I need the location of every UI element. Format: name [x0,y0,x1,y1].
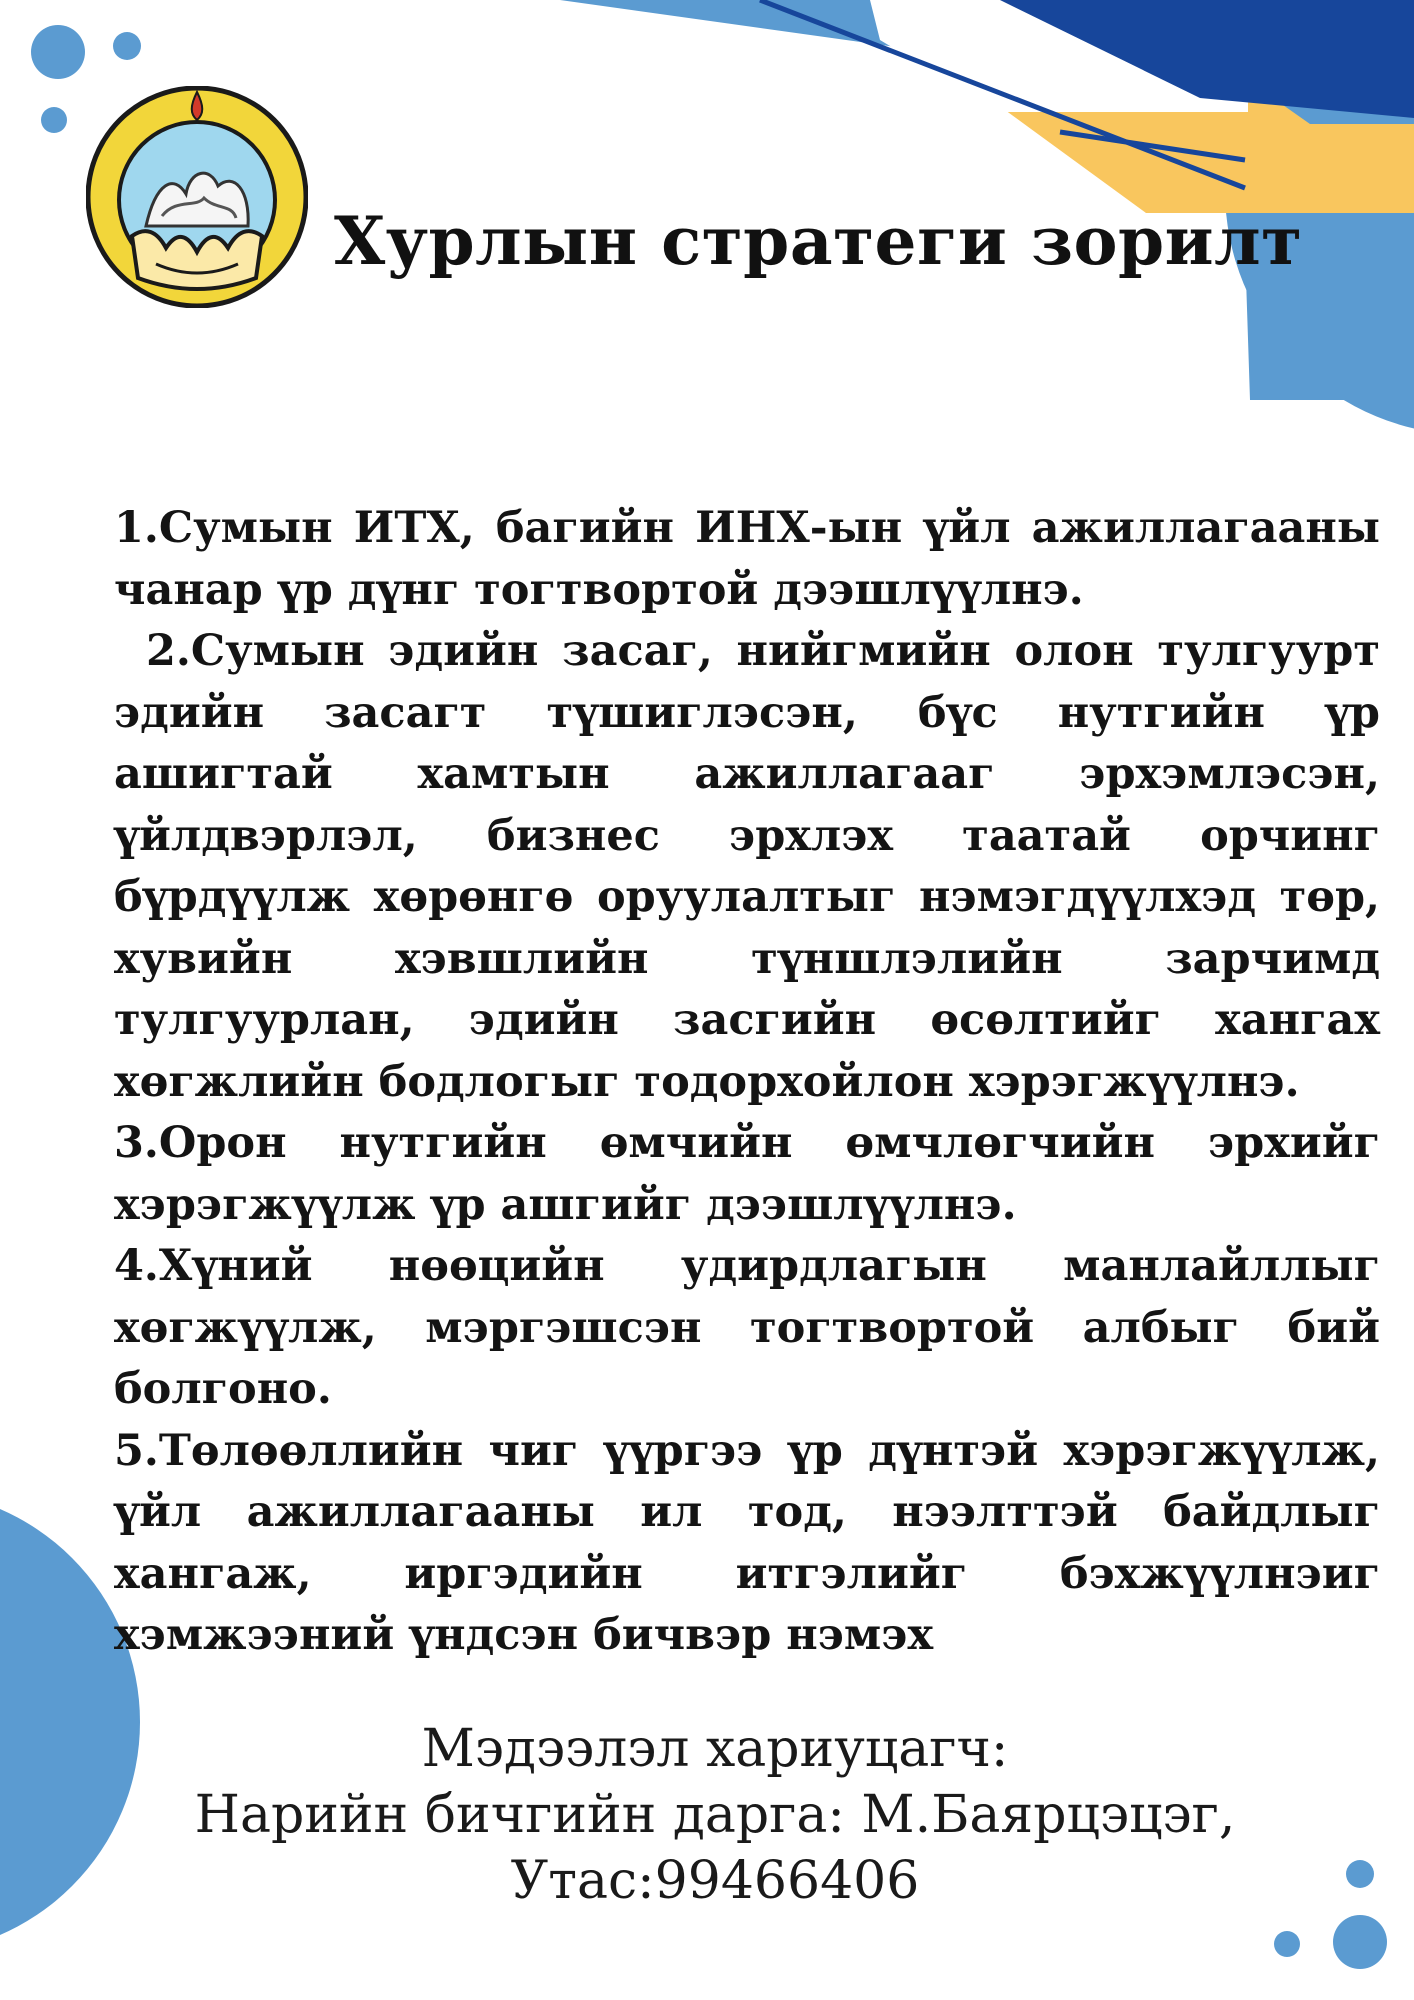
decor-dot-large-top-left [31,25,85,79]
contact-info [160,1716,1270,1914]
contact-person: Нарийн бичгийн дарга: М.Баярцэцэг, [194,1785,1236,1845]
decor-dot-small-top-left [113,32,141,60]
objective-3: 3.Орон нутгийн өмчийн өмчлөгчийн эрхийг хэрэгжүүлж үр ашгийг дээшлүүлнэ. [114,1118,1380,1230]
decor-dot-bottom-right-3 [1274,1931,1300,1957]
strategy-objectives [114,498,1380,1667]
objective-5: 5.Төлөөллийн чиг үүргээ үр дүнтэй хэрэгжүүлж, үйл ажиллагааны ил тод, нээлттэй байдлыг хангаж, иргэдийн итгэлийг бэхжүүлнэиг хэмжээний үндсэн бичвэр нэмэх [114,1425,1380,1660]
objective-4: 4.Хүний нөөцийн удирдлагын манлайллыг хөгжүүлж, мэргэшсэн тогтвортой албыг бий болгоно. [114,1241,1380,1414]
decor-dot-bottom-right-2 [1333,1915,1387,1969]
objective-1: 1.Сумын ИТХ, багийн ИНХ-ын үйл ажиллагааны чанар үр дүнг тогтвортой дээшлүүлнэ. [114,503,1380,615]
contact-label: Мэдээлэл хариуцагч: [421,1719,1009,1779]
page-title: Хурлын стратеги зорилт [334,202,1303,280]
contact-phone: Утас:99466406 [510,1851,920,1911]
decor-dot-bottom-right-1 [1346,1860,1374,1888]
objective-2: 2.Сумын эдийн засаг, нийгмийн олон тулгуурт эдийн засагт түшиглэсэн, бүс нутгийн үр ашигтай хамтын ажиллагааг эрхэмлэсэн, үйлдвэрлэл, бизнес эрхлэх таатай орчинг бүрдүүлж хөрөнгө оруулалтыг нэмэгдүүлхэд төр, хувийн хэвшлийн түншлэлийн зарчимд тулгуурлан, эдийн засгийн өсөлтийг хангах хөгжлийн бодлогыг тодорхойлон хэрэгжүүлнэ. [114,626,1380,1107]
decor-dot-small-left [41,107,67,133]
organization-logo [86,86,308,308]
